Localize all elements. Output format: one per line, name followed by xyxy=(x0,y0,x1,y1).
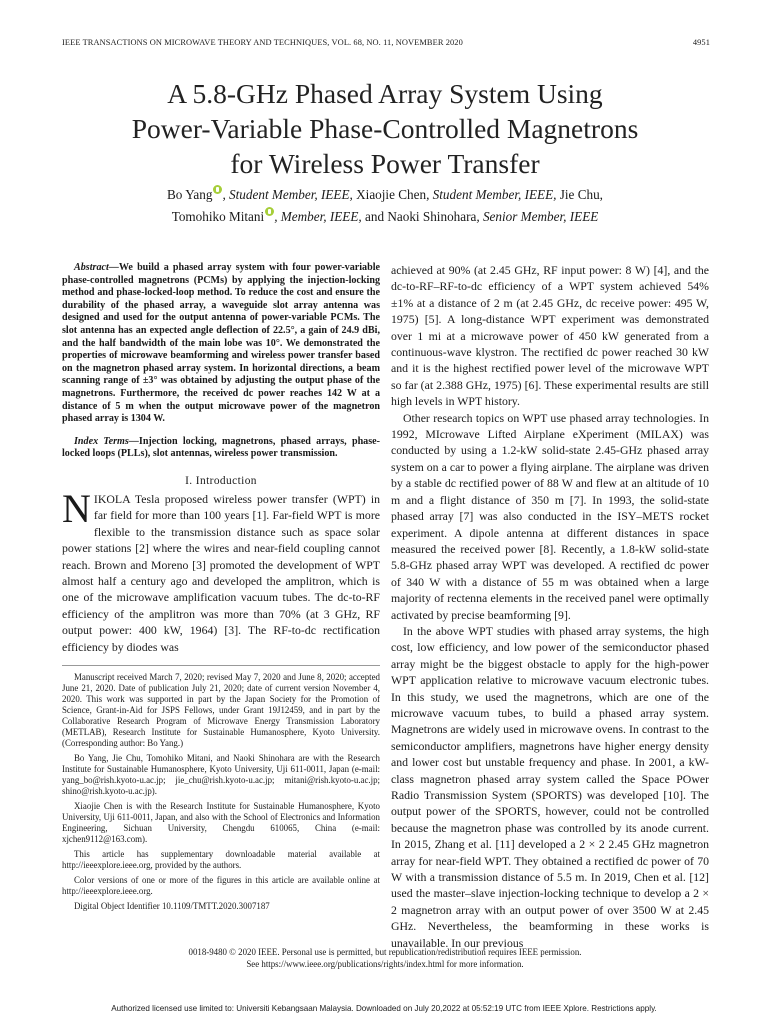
title-line: for Wireless Power Transfer xyxy=(230,148,540,179)
body-paragraph: achieved at 90% (at 2.45 GHz, RF input power: 8 W) [4], and the dc-to-RF–RF-to-dc efficiency of a WPT system achieved 54% ±1% at a distance of 2 m (at 2.45 GHz, dc receive power: 495 W, 1975) [5]. A long-distance WPT experiment was demonstrated over 1 mi at a microwave power of 450 kW generated from a continuous-wave klystron. The rectified dc power reached 30 kW and it is the highest rectified power level of the microwave WPT so far (at 2.388 GHz, 1975) [6]. These experimental results are still high levels in WPT history. xyxy=(391,263,709,409)
body-paragraph: Other research topics on WPT use phased array technologies. In 1992, MIcrowave Lifted Airplane eXperiment (MILAX) was conducted by using a 1.2-kW solid-state 2.45-GHz phased array system on a car to power a flying airplane. The airplane was driven by a stable dc rectified power of 88 W and flew at an altitude of 10 m and a flight distance of 350 m [7]. In 1993, the solid-state phased array [7] was also conducted in the ISY–METS rocket experiment. A dipole antenna at different distances in space measured the received power [8]. Recently, a 1.8-kW solid-state 5.8-GHz phased array WPT was developed. A rectified dc power of 340 W with a distance of 55 m was obtained when a large majority of rectenna elements in the received panel were optimally activated by precise beamforming [9]. xyxy=(391,410,709,622)
section-heading: I. Introduction xyxy=(185,474,257,487)
footnote-affiliation-1: Bo Yang, Jie Chu, Tomohiko Mitani, and Naoki Shinohara are with the Research Institute for Sustainable Humanosphere, Kyoto University, Uji 611-0011, Japan (e-mail: yang_bo@rish.kyoto-u.ac.jp; jie_chu@rish.kyoto-u.ac.jp; mitani@rish.kyoto-u.ac.jp; shino@rish.kyoto-u.ac.jp). xyxy=(62,752,380,796)
author-role: , Member, IEEE, xyxy=(274,209,366,224)
author-role: , Student Member, IEEE, xyxy=(222,187,357,202)
author-name: Tomohiko Mitani xyxy=(171,209,265,224)
author-name: Bo Yang xyxy=(167,187,213,202)
title-line: A 5.8-GHz Phased Array System Using xyxy=(167,78,603,109)
left-column xyxy=(62,262,380,912)
author-list xyxy=(60,184,710,228)
title-line: Power-Variable Phase-Controlled Magnetrons xyxy=(131,113,639,144)
journal-name: IEEE TRANSACTIONS ON MICROWAVE THEORY AND TECHNIQUES, VOL. 68, NO. 11, NOVEMBER 2020 xyxy=(62,38,463,47)
orcid-icon[interactable] xyxy=(265,207,274,216)
author-role: , Student Member, IEEE, xyxy=(426,187,560,202)
copyright-notice xyxy=(60,946,710,970)
right-column xyxy=(391,262,709,951)
running-header xyxy=(62,38,710,52)
index-terms xyxy=(62,436,380,461)
index-terms-text: Injection locking, magnetrons, phased arrays, phase-locked loops (PLLs), slot antennas, wireless power transmission. xyxy=(62,435,380,460)
paper-title xyxy=(60,76,710,181)
intro-text: IKOLA Tesla proposed wireless power transfer (WPT) in far field for more than 100 years [1]. Far-field WPT is more flexible to the transmission distance such as space solar power stations [2] where the wires and near-field coupling cannot reach. Brown and Moreno [3] promoted the development of WPT almost half a century ago and developed the amplitron, which is one of the microwave amplification vacuum tubes. The dc-to-RF efficiency of the amplitron was more than 70% (at 3 GHz, RF output power: 400 kW, 1964) [3]. The RF-to-dc rectification efficiency by diodes was xyxy=(62,491,380,654)
author-role: , Senior Member, IEEE xyxy=(476,209,599,224)
page-number: 4951 xyxy=(692,38,710,47)
footnotes xyxy=(62,665,380,912)
abstract xyxy=(62,262,380,426)
license-notice: Authorized licensed use limited to: Universiti Kebangsaan Malaysia. Downloaded on July 20,2022 at 05:52:19 UTC from IEEE Xplore. Restrictions apply. xyxy=(111,1004,657,1013)
author-line-2 xyxy=(60,206,710,228)
abstract-label: Abstract— xyxy=(74,262,119,273)
copyright-line: 0018-9480 © 2020 IEEE. Personal use is permitted, but republication/redistribution requires IEEE permission. xyxy=(188,947,582,957)
author-line-1 xyxy=(60,184,710,206)
author-name: and Naoki Shinohara xyxy=(365,209,477,224)
author-name: Jie Chu, xyxy=(559,187,603,202)
author-name: Xiaojie Chen xyxy=(356,187,427,202)
footnote-color: Color versions of one or more of the figures in this article are available online at http://ieeexplore.ieee.org. xyxy=(62,874,380,896)
footnote-manuscript: Manuscript received March 7, 2020; revised May 7, 2020 and June 8, 2020; accepted June 21, 2020. Date of publication July 21, 2020; date of current version November 4, 2020. This work was supported in part by the Japan Society for the Promotion of Science, Grant-in-Aid for JSPS Fellows, under Grant 19J12459, and in part by the Collaborative Research Program of Microwave Energy Transmission Laboratory (METLAB), Research Institute for Sustainable Humanosphere, Kyoto University. (Corresponding author: Bo Yang.) xyxy=(62,671,380,748)
footnote-supplementary: This article has supplementary downloadable material available at http://ieeexplore.ieee.org, provided by the authors. xyxy=(62,848,380,870)
drop-cap: N xyxy=(62,485,91,531)
footnote-doi: Digital Object Identifier 10.1109/TMTT.2020.3007187 xyxy=(74,900,270,911)
body-paragraph: In the above WPT studies with phased array systems, the high cost, low efficiency, and low power of the semiconductor phased array might be the biggest obstacle to apply for the high-power WPT application relative to microwave vacuum electronic tubes. In this study, we used the magnetrons, which are one of the microwave vacuum tubes, to build a phased array system. Magnetrons are widely used in microwave ovens. In contrast to the semiconductor amplifiers, magnetrons have higher energy density and lower cost but unstable frequency and phase. In 2001, a kW-class magnetron phased array system called the Space POwer Radio Transmission System (SPORTS) was developed [10]. The output power of the SPORTS, however, could not be controlled because the magnetron phase was controlled by its anode current. In 2015, Zhang et al. [11] developed a 2 × 2 2.45 GHz magnetron array for near-field WPT. They obtained a rectified dc power of 70 W with a transmission distance of 5.5 m. In 2019, Chen et al. [12] used the master–slave injection-locking technique to develop a 2 × 2 magnetron array with an output power of over 3500 W at 2.45 GHz. Nevertheless, the beamforming in these works is unavailable. In our previous xyxy=(391,623,709,950)
index-terms-label: Index Terms— xyxy=(74,435,139,447)
intro-paragraph xyxy=(62,485,380,655)
abstract-text: We build a phased array system with four power-variable phase-controlled magnetrons (PCMs) by applying the injection-locking method and phase-locked-loop method. To reduce the cost and ensure the durability of the phased array, a waveguide slot array antenna was designed and used for the output antenna of power-variable PCMs. The slot antenna has an expected angle deflection of 22.5°, a gain of 24.9 dBi, and the half bandwidth of the main lobe was 10°. We demonstrated the properties of microwave beamforming and wireless power transfer based on the magnetron phased array system. In horizontal directions, a beam scanning range of ±3° was obtained by adjusting the output phase of the magnetrons. Furthermore, the received dc power reaches 142 W at a distance of 5 m when the output microwave power of the magnetron phased array is 1304 W. xyxy=(62,262,380,425)
copyright-line: See https://www.ieee.org/publications/rights/index.html for more information. xyxy=(246,959,524,969)
footnote-affiliation-2: Xiaojie Chen is with the Research Institute for Sustainable Humanosphere, Kyoto University, Uji 611-0011, Japan, and also with the School of Electronics and Information Engineering, Sichuan University, Chengdu 610065, China (e-mail: xjchen9112@163.com). xyxy=(62,800,380,844)
